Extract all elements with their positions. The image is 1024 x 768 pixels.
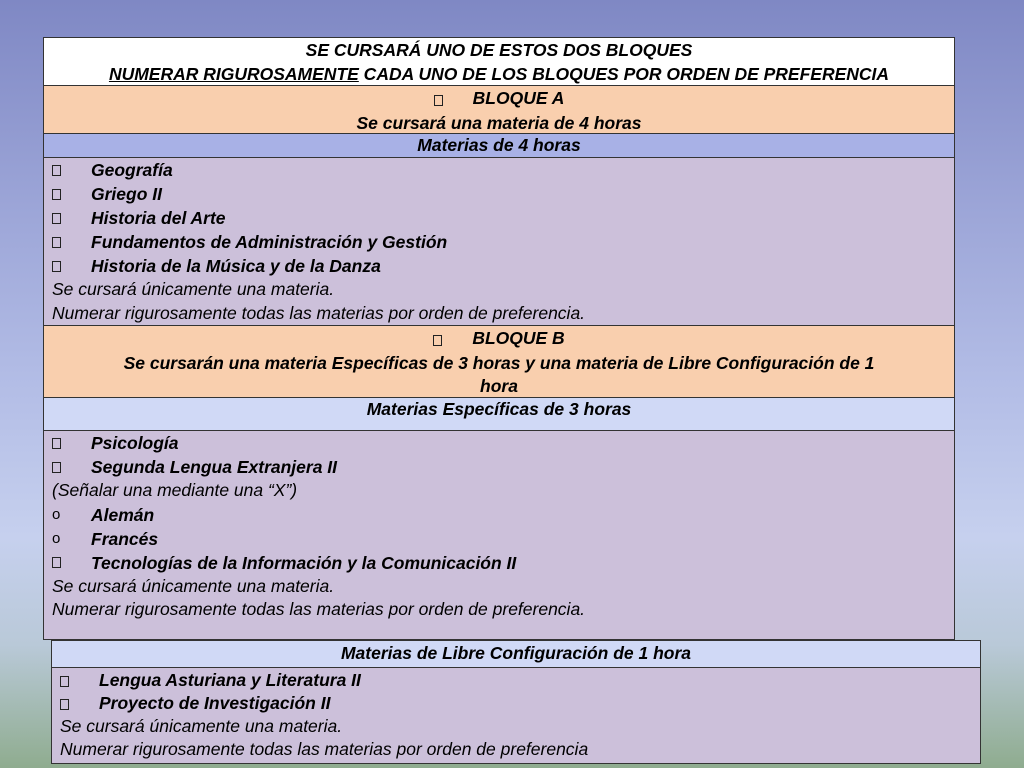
subject-item xyxy=(52,158,954,182)
bloque-b-header xyxy=(44,326,954,398)
checkbox-icon xyxy=(60,669,99,692)
libre-section-label: Materias de Libre Configuración de 1 hora xyxy=(340,643,692,663)
circle-bullet-icon: o xyxy=(52,529,61,547)
language-option xyxy=(52,503,954,527)
subject-item xyxy=(52,206,954,230)
checkbox-icon xyxy=(52,230,91,254)
bloque-b-subtitle-line1: Se cursarán una materia Específicas de 3 horas y una materia de Libre Configuración de 1 xyxy=(123,352,875,373)
libre-note2: Numerar rigurosamente todas las materias por orden de preferencia xyxy=(60,739,589,759)
subject-label: Lengua Asturiana y Literatura II xyxy=(99,670,361,690)
subject-item xyxy=(52,230,954,254)
subject-item xyxy=(52,254,954,278)
subject-item xyxy=(52,551,954,575)
checkbox-icon xyxy=(52,431,91,455)
subject-label: Historia de la Música y de la Danza xyxy=(91,256,381,276)
subject-label: Psicología xyxy=(91,433,179,453)
checkbox-icon xyxy=(434,88,473,112)
language-label: Francés xyxy=(91,528,159,549)
bloque-a-title-line xyxy=(44,87,954,112)
bloque-b-section-title xyxy=(44,398,954,431)
bloque-b-body xyxy=(44,431,954,639)
bloque-a-title: BLOQUE A xyxy=(472,88,565,108)
checkbox-icon xyxy=(52,551,91,575)
subject-label: Proyecto de Investigación II xyxy=(99,693,331,713)
bloque-b-title-line xyxy=(44,327,954,352)
language-label: Alemán xyxy=(91,504,155,525)
checkbox-icon xyxy=(52,455,91,479)
subject-item xyxy=(60,692,980,715)
subject-label: Segunda Lengua Extranjera II xyxy=(91,457,338,477)
bloque-b-title: BLOQUE B xyxy=(472,328,565,348)
bloque-a-header xyxy=(44,86,954,134)
subject-label: Fundamentos de Administración y Gestión xyxy=(91,232,448,252)
subject-item xyxy=(60,669,980,692)
header-line2-underlined: NUMERAR RIGUROSAMENTE xyxy=(108,63,359,84)
header-row xyxy=(44,38,954,86)
instruction-text: (Señalar una mediante una “X”) xyxy=(52,480,298,500)
subject-label: Tecnologías de la Información y la Comunicación II xyxy=(91,552,517,573)
header-line1: SE CURSARÁ UNO DE ESTOS DOS BLOQUES xyxy=(305,40,693,60)
subject-item xyxy=(52,182,954,206)
libre-table xyxy=(51,640,981,764)
subject-label: Historia del Arte xyxy=(91,208,226,228)
libre-note1: Se cursará únicamente una materia. xyxy=(60,716,343,736)
libre-body xyxy=(52,668,980,763)
subject-label: Geografía xyxy=(91,160,173,180)
libre-section-title xyxy=(52,641,980,668)
bloque-a-note1: Se cursará únicamente una materia. xyxy=(52,279,335,299)
checkbox-icon xyxy=(60,692,99,715)
bloque-a-note2: Numerar rigurosamente todas las materias por orden de preferencia. xyxy=(52,302,586,323)
checkbox-icon xyxy=(433,328,472,352)
main-table xyxy=(43,37,955,640)
bloque-b-note1: Se cursará únicamente una materia. xyxy=(52,575,335,596)
checkbox-icon xyxy=(52,206,91,230)
bloque-b-subtitle-line2: hora xyxy=(480,376,518,396)
subject-item xyxy=(52,431,954,455)
language-option xyxy=(52,527,954,551)
subject-item xyxy=(52,455,954,479)
checkbox-icon xyxy=(52,158,91,182)
header-line2-rest: CADA UNO DE LOS BLOQUES POR ORDEN DE PREFERENCIA xyxy=(358,63,890,84)
header-line2 xyxy=(44,63,954,87)
checkbox-icon xyxy=(52,254,91,278)
checkbox-icon xyxy=(52,182,91,206)
subject-label: Griego II xyxy=(91,184,162,204)
bloque-b-note2: Numerar rigurosamente todas las materias por orden de preferencia. xyxy=(52,599,586,619)
bloque-b-section-label: Materias Específicas de 3 horas xyxy=(366,399,632,419)
bloque-a-section-title xyxy=(44,134,954,158)
bloque-a-section-label: Materias de 4 horas xyxy=(417,135,581,155)
circle-bullet-icon: o xyxy=(52,505,61,523)
bloque-a-body xyxy=(44,158,954,326)
bloque-a-subtitle: Se cursará una materia de 4 horas xyxy=(356,112,642,133)
